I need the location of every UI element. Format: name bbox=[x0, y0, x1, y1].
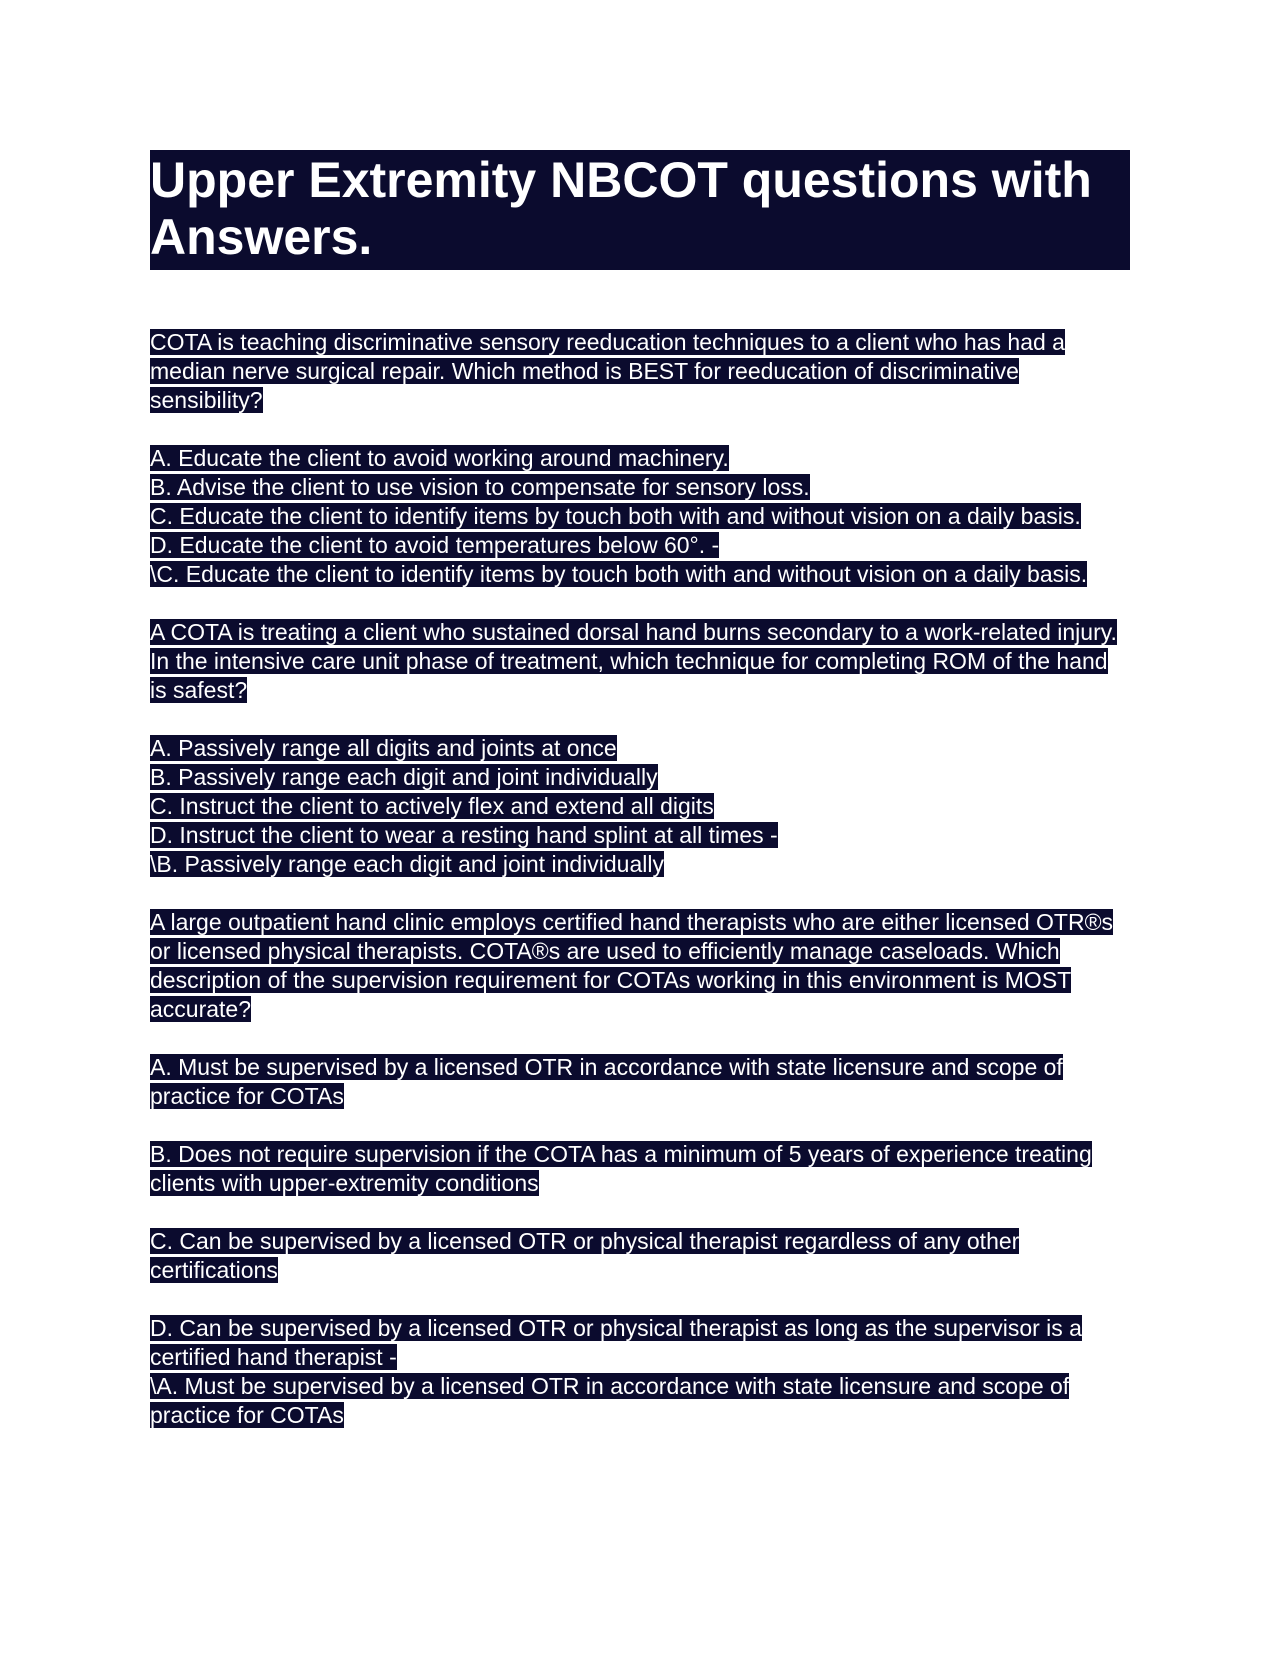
option-b: B. Does not require supervision if the COTA has a minimum of 5 years of experience treating clients with upper-extremity conditions bbox=[150, 1141, 1092, 1196]
option-a: A. Passively range all digits and joints at once bbox=[150, 735, 617, 761]
question-3-option-b bbox=[150, 1140, 1130, 1198]
question-3-option-c bbox=[150, 1227, 1130, 1285]
answer: \C. Educate the client to identify items by touch both with and without vision on a daily basis. bbox=[150, 561, 1088, 587]
question-1 bbox=[150, 328, 1130, 415]
question-3-option-d bbox=[150, 1314, 1130, 1430]
question-1-text: COTA is teaching discriminative sensory reeducation techniques to a client who has had a median nerve surgical repair. Which method is BEST for reeducation of discriminative sensibility? bbox=[150, 329, 1065, 413]
answer: \A. Must be supervised by a licensed OTR in accordance with state licensure and scope of practice for COTAs bbox=[150, 1373, 1070, 1428]
document-title: Upper Extremity NBCOT questions with Answers. bbox=[150, 150, 1130, 270]
document-content bbox=[150, 328, 1130, 1430]
document-page bbox=[150, 150, 1130, 1459]
option-b: B. Advise the client to use vision to compensate for sensory loss. bbox=[150, 474, 810, 500]
question-3-option-a bbox=[150, 1053, 1130, 1111]
question-3 bbox=[150, 908, 1130, 1024]
question-3-text: A large outpatient hand clinic employs certified hand therapists who are either licensed OTR®s or licensed physical therapists. COTA®s are used to efficiently manage caseloads. Which description of the supervision requirement for COTAs working in this environment is MOST accurate? bbox=[150, 909, 1114, 1022]
option-c: C. Educate the client to identify items by touch both with and without vision on a daily basis. bbox=[150, 503, 1081, 529]
option-b: B. Passively range each digit and joint individually bbox=[150, 764, 658, 790]
question-2-options bbox=[150, 734, 1130, 879]
option-d: D. Can be supervised by a licensed OTR or physical therapist as long as the supervisor is a certified hand therapist - bbox=[150, 1315, 1082, 1370]
question-1-options bbox=[150, 444, 1130, 589]
option-d: D. Instruct the client to wear a resting hand splint at all times - bbox=[150, 822, 778, 848]
answer: \B. Passively range each digit and joint individually bbox=[150, 851, 664, 877]
question-2-text: A COTA is treating a client who sustained dorsal hand burns secondary to a work-related injury. In the intensive care unit phase of treatment, which technique for completing ROM of the hand is safest? bbox=[150, 619, 1117, 703]
option-d: D. Educate the client to avoid temperatures below 60°. - bbox=[150, 532, 720, 558]
option-c: C. Can be supervised by a licensed OTR or physical therapist regardless of any other certifications bbox=[150, 1228, 1020, 1283]
option-a: A. Educate the client to avoid working around machinery. bbox=[150, 445, 729, 471]
question-2 bbox=[150, 618, 1130, 705]
option-a: A. Must be supervised by a licensed OTR in accordance with state licensure and scope of practice for COTAs bbox=[150, 1054, 1063, 1109]
option-c: C. Instruct the client to actively flex and extend all digits bbox=[150, 793, 714, 819]
